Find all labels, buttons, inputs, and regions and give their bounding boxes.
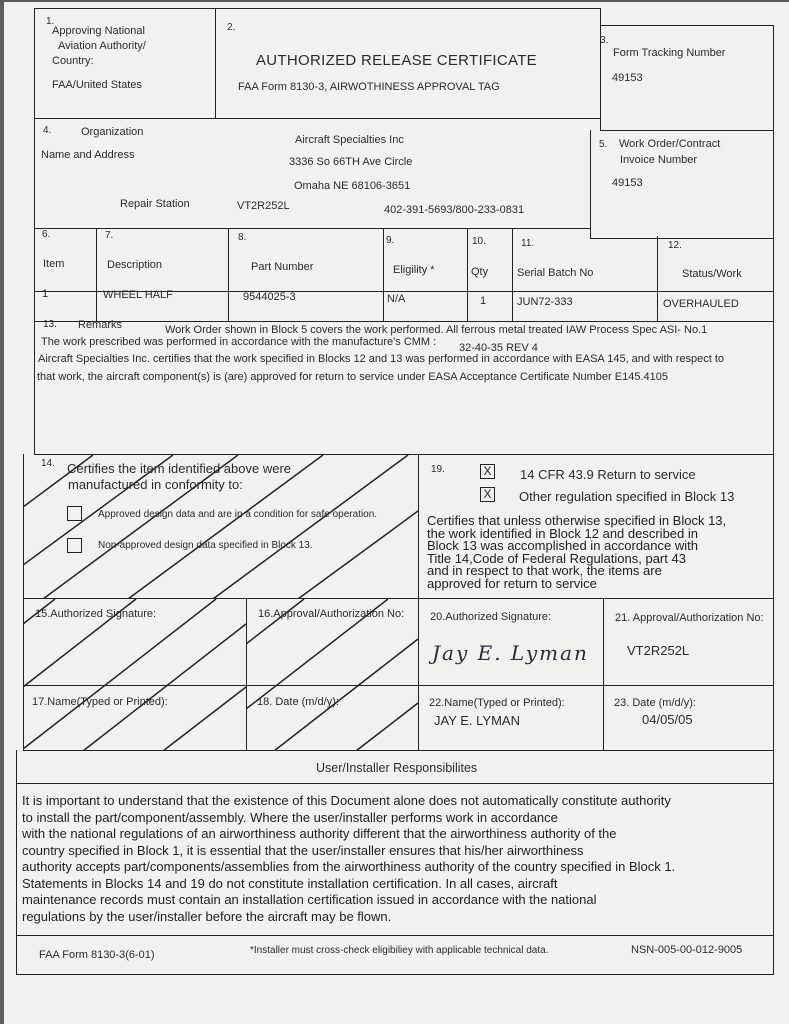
form-number: FAA Form 8130-3(6-01): [39, 949, 155, 961]
block17-label: 17.Name(Typed or Printed):: [32, 696, 168, 708]
block20-label: 20.Authorized Signature:: [430, 611, 552, 623]
item-number: 1: [42, 288, 49, 300]
document-subtitle: FAA Form 8130-3, AIRWOTHINESS APPROVAL TAG: [238, 81, 500, 93]
block4-label: Organization: [81, 126, 144, 138]
column-number: 11.: [521, 238, 535, 249]
column-number: 10.: [472, 236, 486, 247]
signature-date: 04/05/05: [642, 712, 693, 727]
block13-number: 13.: [43, 319, 57, 330]
item-description: WHEEL HALF: [103, 289, 173, 301]
block18-label: 18. Date (m/d/y):: [257, 696, 339, 708]
remarks-text: The work prescribed was performed in accordance with the manufacture's CMM :: [41, 336, 437, 348]
repair-station-label: Repair Station: [120, 198, 190, 210]
quantity-value: 1: [480, 295, 487, 307]
approving-authority-value: FAA/United States: [52, 79, 142, 91]
column-number: 8.: [238, 232, 247, 243]
remarks-text: that work, the aircraft component(s) is (are) approved for return to service under EASA Acceptance Certificate Number E145.4105: [37, 371, 668, 383]
block14-number: 14.: [41, 458, 55, 469]
signatory-name: JAY E. LYMAN: [434, 713, 520, 728]
blocks-16-18-void-hatch: [246, 599, 418, 751]
non-approved-design-checkbox[interactable]: [67, 538, 82, 553]
part-number: 9544025-3: [243, 291, 296, 303]
block5-number: 5.: [599, 139, 608, 150]
block1-label: Approving National: [52, 25, 145, 37]
return-to-service-checkbox[interactable]: X: [480, 464, 495, 479]
nsn-number: NSN-005-00-012-9005: [631, 944, 743, 956]
block22-label: 22.Name(Typed or Printed):: [429, 697, 565, 709]
remarks-label: Remarks: [78, 319, 123, 331]
approved-design-checkbox[interactable]: [67, 506, 82, 521]
column-header-status: Status/Work: [682, 268, 742, 280]
organization-address: 3336 So 66TH Ave Circle: [289, 156, 413, 168]
organization-phone: 402-391-5693/800-233-0831: [384, 204, 525, 216]
remarks-text: Aircraft Specialties Inc. certifies that the work specified in Blocks 12 and 13 was performed in accordance with EASA 145, and with respect to: [38, 353, 725, 365]
block19-statement: Certifies that unless otherwise specified in Block 13, the work identified in Block 12 and described in Block 13 was accomplished in accordance with Title 14,Code of Federal Regulations, part 43 and in respect to that work, the items are approved for return to service: [427, 513, 727, 591]
block1-label: Aviation Authority/: [58, 40, 146, 52]
column-header-serial: Serial Batch No: [517, 267, 594, 279]
responsibilities-title: User/Installer Responsibilites: [316, 761, 478, 775]
column-header-qty: Qty: [471, 266, 489, 278]
form-tracking-label: Form Tracking Number: [613, 47, 726, 59]
approval-number: VT2R252L: [627, 643, 690, 658]
column-number: 9.: [386, 235, 395, 246]
serial-number: JUN72-333: [517, 296, 573, 308]
form-tracking-number: 49153: [612, 72, 643, 84]
approved-design-label: Approved design data and are in a condition for safe operation.: [98, 509, 378, 520]
cmm-reference: 32-40-35 REV 4: [459, 342, 538, 354]
other-regulation-checkbox[interactable]: X: [480, 487, 495, 502]
column-header-eligibility: Eligility *: [393, 264, 435, 276]
block16-label: 16.Approval/Authorization No:: [258, 608, 405, 620]
block15-label: 15.Authorized Signature:: [35, 608, 157, 620]
column-header-part-number: Part Number: [251, 261, 314, 273]
return-to-service-label: 14 CFR 43.9 Return to service: [520, 467, 696, 482]
block2-number: 2.: [227, 22, 236, 33]
block4-number: 4.: [43, 125, 52, 136]
column-number: 12.: [668, 240, 682, 251]
block1-label: Country:: [52, 55, 94, 67]
installer-note: *Installer must cross-check eligibiliey with applicable technical data.: [250, 945, 549, 956]
block3-number: 3.: [600, 35, 609, 46]
block14-statement: Certifies the item identified above were: [67, 461, 292, 476]
column-header-item: Item: [43, 258, 65, 270]
block4-label: Name and Address: [41, 149, 135, 161]
repair-station-number: VT2R252L: [237, 200, 290, 212]
block5-label: Invoice Number: [620, 154, 698, 166]
block21-label: 21. Approval/Authorization No:: [615, 612, 764, 624]
responsibilities-text: It is important to understand that the existence of this Document alone does not automatically constitute authority to install the part/component/assembly. Where the user/installer performs work in accordance with the national regulations of an airworthiness authority different that the airworthiness authority of the country specified in Block 1, it is essential that the user/installer ensures that his/her airworthiness authority accepts part/components/assemblies from the airworthiness authority of the country specified in Block 1. Statements in Blocks 14 and 19 do not constitute installation certification. In all cases, aircraft maintenance records must contain an installation certification issued in accordance with the national regulations by the user/installer before the aircraft may be flown.: [22, 793, 676, 924]
column-header-description: Description: [107, 259, 163, 271]
block19-number: 19.: [431, 464, 445, 475]
work-order-number: 49153: [612, 177, 643, 189]
column-number: 7.: [105, 230, 114, 241]
other-regulation-label: Other regulation specified in Block 13: [519, 489, 735, 504]
block5-label: Work Order/Contract: [619, 138, 721, 150]
status-value: OVERHAULED: [663, 298, 739, 310]
block1-number: 1.: [46, 16, 55, 27]
block23-label: 23. Date (m/d/y):: [614, 697, 696, 709]
authorized-signature: Jay E. Lyman: [432, 641, 589, 665]
organization-name: Aircraft Specialties Inc: [295, 134, 404, 146]
blocks-15-17-void-hatch: [23, 599, 246, 751]
document-title: AUTHORIZED RELEASE CERTIFICATE: [256, 52, 537, 69]
organization-address: Omaha NE 68106-3651: [294, 180, 411, 192]
column-number: 6.: [42, 229, 51, 240]
block14-statement: manufactured in conformity to:: [68, 477, 243, 492]
rule: [34, 8, 600, 9]
eligibility-value: N/A: [387, 293, 406, 305]
remarks-text: Work Order shown in Block 5 covers the work performed. All ferrous metal treated IAW Process Spec ASI- No.1: [165, 324, 708, 336]
release-certificate-form: [12, 8, 786, 985]
non-approved-design-label: Non-approved design data specified in Block 13.: [98, 540, 313, 551]
